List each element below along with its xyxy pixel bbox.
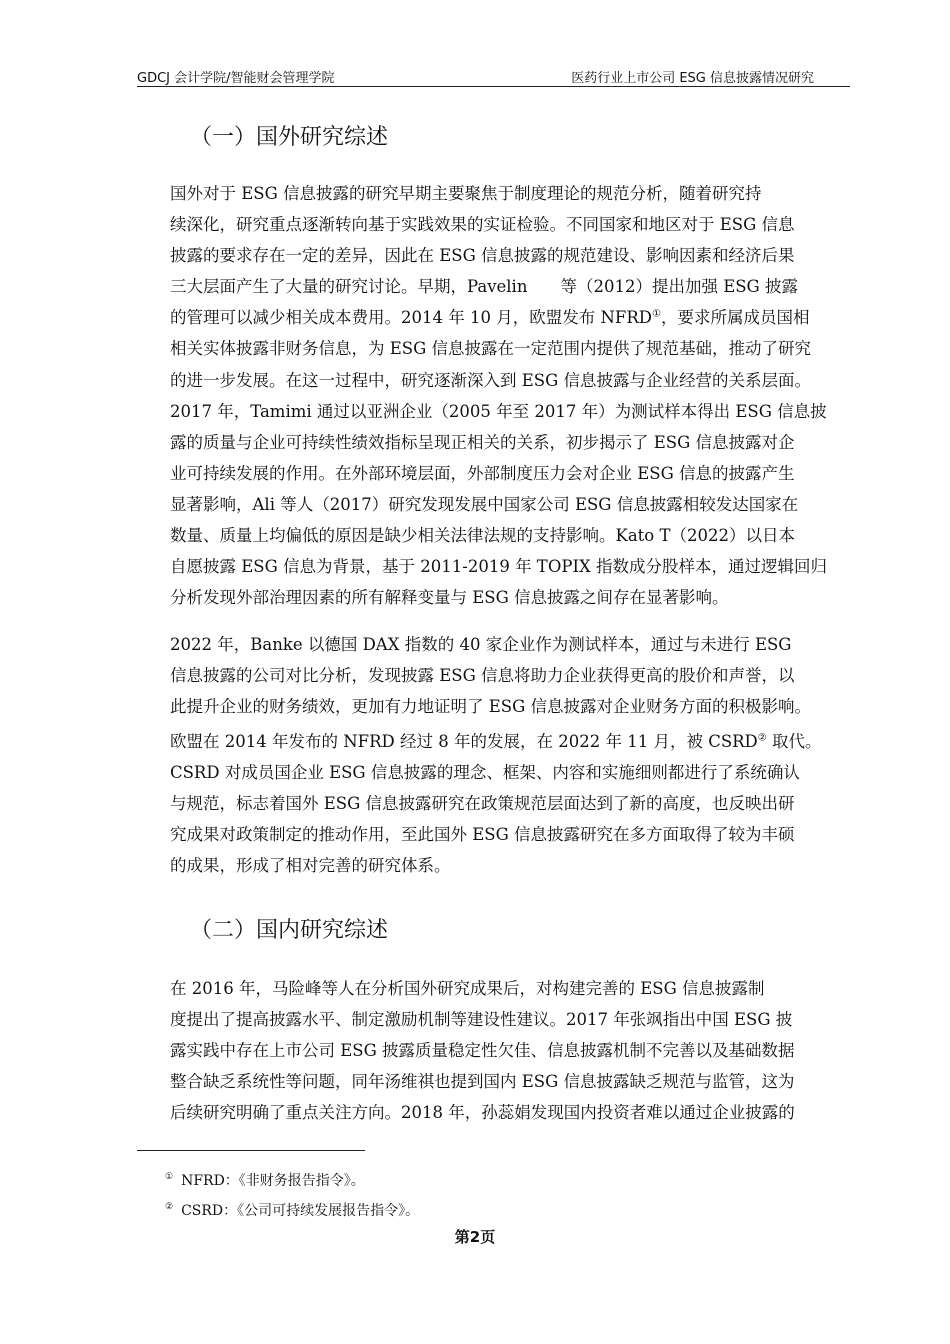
text-segment: ，要求所属成员国相 [660, 308, 810, 328]
section-title-domestic: （二）国内研究综述 [190, 918, 389, 943]
text-line: 续深化，研究重点逐渐转向基于实践效果的实证检验。不同国家和地区对于 ESG 信息 [170, 215, 795, 235]
paragraph-foreign-3 [137, 726, 850, 881]
text-line: 相关实体披露非财务信息，为 ESG 信息披露在一定范围内提供了规范基础，推动了研究 [170, 339, 812, 359]
footnote-ref-1: ① [652, 308, 661, 320]
footnote-ref-2: ② [757, 732, 767, 744]
text-line: 整合缺乏系统性等问题，同年汤维祺也提到国内 ESG 信息披露缺乏规范与监管，这为 [170, 1072, 795, 1092]
text-line: 后续研究明确了重点关注方向。2018 年，孙蕊娟发现国内投资者难以通过企业披露的 [170, 1103, 795, 1123]
text-line: 度提出了提高披露水平、制定激励机制等建设性建议。2017 年张飒指出中国 ESG 披 [170, 1010, 793, 1030]
text-line: 的成果，形成了相对完善的研究体系。 [170, 856, 451, 876]
paragraph-domestic-1 [137, 973, 850, 1128]
text-segment: 欧盟在 2014 年发布的 NFRD 经过 8 年的发展，在 2022 年 11 月，被 CSRD [170, 732, 758, 751]
header-left: GDCJ 会计学院/智能财会管理学院 [137, 71, 335, 86]
text-line: 披露的要求存在一定的差异，因此在 ESG 信息披露的规范建设、影响因素和经济后果 [170, 246, 795, 266]
text-line: 业可持续发展的作用。在外部环境层面，外部制度压力会对企业 ESG 信息的披露产生 [170, 463, 795, 483]
text-line: CSRD 对成员国企业 ESG 信息披露的理念、框架、内容和实施细则都进行了系统确认 [170, 763, 800, 783]
text-line: 数量、质量上均偏低的原因是缺少相关法律法规的支持影响。Kato T（2022）以日本 [170, 526, 795, 546]
footnote-text-1: NFRD：《非财务报告指令》。 [181, 1173, 365, 1189]
footnote-divider [137, 1150, 365, 1151]
text-line [137, 302, 850, 333]
text-line: 信息披露的公司对比分析，发现披露 ESG 信息将助力企业获得更高的股价和声誉，以 [170, 666, 795, 686]
text-line: 2022 年，Banke 以德国 DAX 指数的 40 家企业作为测试样本，通过与未进行 ESG [170, 635, 792, 654]
text-line: 露的质量与企业可持续性绩效指标呈现正相关的关系，初步揭示了 ESG 信息披露对企 [170, 432, 795, 452]
text-line: 三大层面产生了大量的研究讨论。早期，Pavelin 等（2012）提出加强 ESG 披露 [170, 277, 798, 297]
text-line: 2017 年，Tamimi 通过以亚洲企业（2005 年至 2017 年）为测试样本得出 ESG 信息披 [170, 401, 827, 421]
footnote-mark-1: ① [165, 1172, 174, 1183]
text-line: 的进一步发展。在这一过程中，研究逐渐深入到 ESG 信息披露与企业经营的关系层面。 [170, 370, 812, 390]
page-header [137, 62, 850, 87]
text-line: 与规范，标志着国外 ESG 信息披露研究在政策规范层面达到了新的高度，也反映出研 [170, 794, 795, 814]
text-line: 此提升企业的财务绩效，更加有力地证明了 ESG 信息披露对企业财务方面的积极影响。 [170, 697, 812, 717]
section-title-foreign: （一）国外研究综述 [190, 125, 389, 150]
footnote-text-2: CSRD：《公司可持续发展报告指令》。 [181, 1203, 420, 1219]
text-line [137, 726, 850, 757]
text-line: 在 2016 年，马险峰等人在分析国外研究成果后，对构建完善的 ESG 信息披露制 [170, 979, 765, 998]
text-line: 国外对于 ESG 信息披露的研究早期主要聚焦于制度理论的规范分析，随着研究持 [170, 184, 762, 203]
text-segment: 取代。 [766, 732, 822, 751]
text-segment: 的管理可以减少相关成本费用。2014 年 10 月，欧盟发布 NFRD [170, 308, 653, 328]
text-line: 分析发现外部治理因素的所有解释变量与 ESG 信息披露之间存在显著影响。 [170, 588, 729, 608]
footnote-2 [165, 1200, 419, 1220]
paragraph-foreign-1 [137, 178, 850, 613]
page-number: 第2页 [454, 1228, 496, 1246]
header-right: 医药行业上市公司 ESG 信息披露情况研究 [571, 71, 814, 86]
text-line: 自愿披露 ESG 信息为背景，基于 2011-2019 年 TOPIX 指数成分股样本，通过逻辑回归 [170, 557, 827, 577]
paragraph-foreign-2 [137, 629, 850, 722]
footnote-1 [165, 1170, 365, 1190]
footnote-mark-2: ② [165, 1202, 174, 1213]
text-line: 究成果对政策制定的推动作用，至此国外 ESG 信息披露研究在多方面取得了较为丰硕 [170, 825, 795, 845]
text-line: 显著影响，Ali 等人（2017）研究发现发展中国家公司 ESG 信息披露相较发达国家在 [170, 494, 799, 514]
text-line: 露实践中存在上市公司 ESG 披露质量稳定性欠佳、信息披露机制不完善以及基础数据 [170, 1041, 795, 1061]
